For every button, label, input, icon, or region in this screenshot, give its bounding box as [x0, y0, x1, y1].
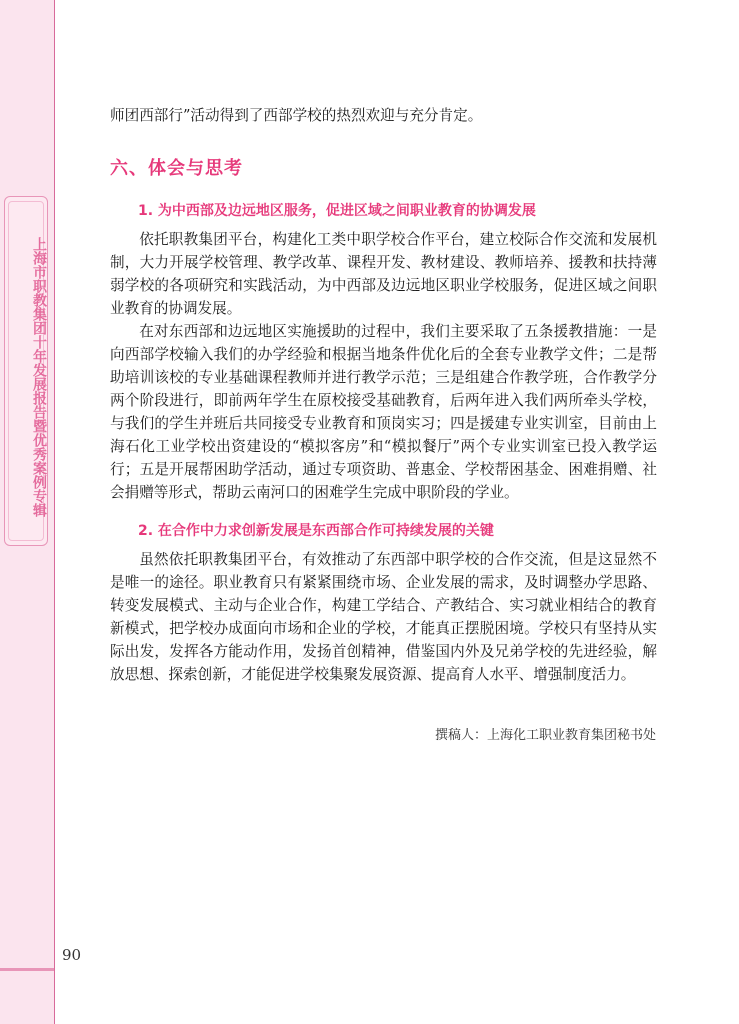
subsection-1-title: 1. 为中西部及边远地区服务，促进区域之间职业教育的协调发展 [138, 203, 536, 219]
page-number-underline [0, 968, 54, 971]
subsection-2-paragraph-1: 虽然依托职教集团平台，有效推动了东西部中职学校的合作交流，但是这显然不是唯一的途径。职业教育只有紧紧围绕市场、企业发展的需求，及时调整办学思路、转变发展模式、主动与企业合作，构建工学结合、产教结合、实习就业相结合的教育新模式，把学校办成面向市场和企业的学校，才能真正摆脱困境。学校只有坚持从实际出发，发挥各方能动作用，发扬首创精神，借鉴国内外及兄弟学校的先进经验，解放思想、探索创新，才能促进学校集聚发展资源、提高育人水平、增强制度活力。 [110, 551, 657, 683]
intro-block [110, 104, 657, 127]
subsection-1-body [110, 228, 657, 504]
section-title: 六、体会与思考 [110, 158, 243, 179]
subsection-1-paragraph-2: 在对东西部和边远地区实施援助的过程中，我们主要采取了五条援教措施：一是向西部学校输入我们的办学经验和根据当地条件优化后的全套专业教学文件；二是帮助培训该校的专业基础课程教师并进行教学示范；三是组建合作教学班，合作教学分两个阶段进行，即前两年学生在原校接受基础教育，后两年进入我们两所牵头学校，与我们的学生并班后共同接受专业教育和顶岗实习；四是援建专业实训室，目前由上海石化工业学校出资建设的“模拟客房”和“模拟餐厅”两个专业实训室已投入教学运行；五是开展帮困助学活动，通过专项资助、普惠金、学校帮困基金、困难捐赠、社会捐赠等形式，帮助云南河口的困难学生完成中职阶段的学业。 [110, 323, 657, 501]
subsection-1-paragraph-1: 依托职教集团平台，构建化工类中职学校合作平台，建立校际合作交流和发展机制，大力开展学校管理、教学改革、课程开发、教材建设、教师培养、援教和扶持薄弱学校的各项研究和实践活动，为中西部及边远地区职业学校服务，促进区域之间职业教育的协调发展。 [110, 231, 657, 317]
margin-divider [54, 0, 55, 1024]
page-number: 90 [62, 946, 82, 964]
side-tab-title: 上海市职教集团十年发展报告暨优秀案例专辑 [31, 237, 47, 517]
intro-paragraph: 师团西部行”活动得到了西部学校的热烈欢迎与充分肯定。 [110, 107, 483, 124]
subsection-2-title: 2. 在合作中力求创新发展是东西部合作可持续发展的关键 [138, 523, 494, 539]
side-tab [4, 196, 48, 546]
subsection-2-body [110, 548, 657, 686]
author-credit: 撰稿人：上海化工职业教育集团秘书处 [434, 728, 656, 743]
